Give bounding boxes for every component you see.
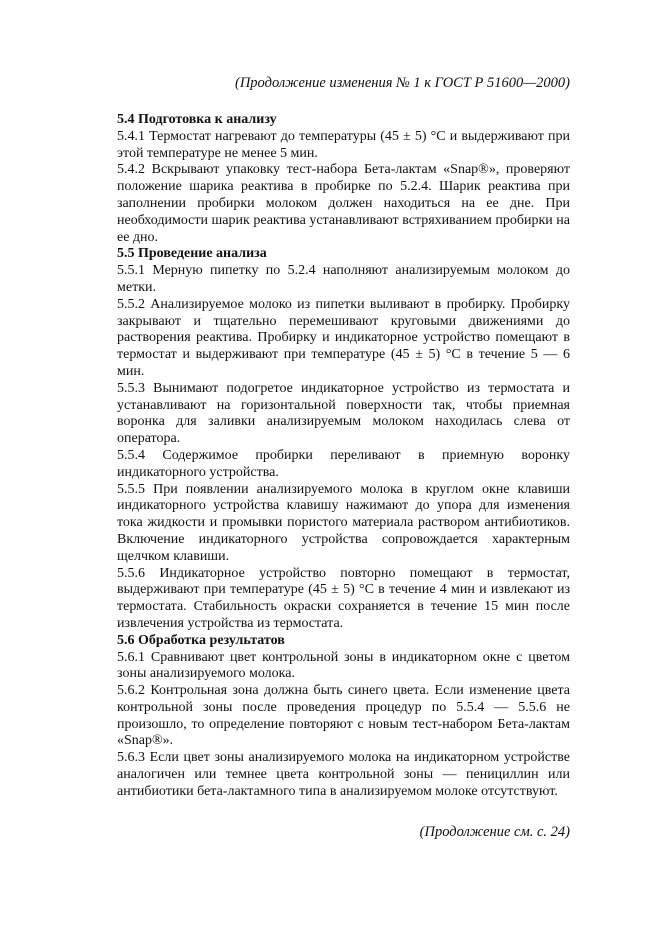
section-heading: 5.5 Проведение анализа — [117, 246, 267, 262]
paragraph-5-5-5: 5.5.5 При появлении анализируемого молока в круглом окне клавиши индикаторного устройства клавишу нажимают до упора для изменения тока жидкости и промывки пористого материала раствором антибиотиков. Включение индикаторного устройства сопровождается характерным щелчком клавиши. — [117, 481, 570, 564]
section-5-4 — [117, 112, 570, 246]
paragraph-5-5-2: 5.5.2 Анализируемое молоко из пипетки выливают в пробирку. Пробирку закрывают и тщательно перемешивают круговыми движениями до растворения реактива. Пробирку и индикаторное устройство помещают в термостат и выдерживают при температуре (45 ± 5) °С в течение 5 — 6 мин. — [117, 296, 570, 379]
section-5-6 — [117, 633, 570, 801]
section-5-5 — [117, 246, 570, 632]
paragraph-5-4-1: 5.4.1 Термостат нагревают до температуры (45 ± 5) °С и выдерживают при этой температуре не менее 5 мин. — [117, 128, 570, 161]
section-heading: 5.4 Подготовка к анализу — [117, 112, 277, 127]
paragraph-5-6-3: 5.6.3 Если цвет зоны анализируемого молока на индикаторном устройстве аналогичен или темнее цвета контрольной зоны — пенициллин или антибиотики бета-лактамного типа в анализируемом молоке отсутствуют. — [117, 750, 570, 799]
section-heading: 5.6 Обработка результатов — [117, 632, 285, 648]
document-page — [117, 74, 570, 841]
paragraph-5-4-2: 5.4.2 Вскрывают упаковку тест-набора Бета-лактам «Snap®», проверяют положение шарика реактива в пробирке по 5.2.4. Шарик реактива при заполнении пробирки молоком должен находиться на ее дне. При необходимости шарик реактива устанавливают встряхиванием пробирки на ее дно. — [117, 162, 570, 245]
paragraph-5-5-3: 5.5.3 Вынимают подогретое индикаторное устройство из термостата и устанавливают на горизонтальной поверхности так, чтобы приемная воронка для заливки анализируемым молоком находилась слева от оператора. — [117, 380, 570, 447]
paragraph-5-6-1: 5.6.1 Сравнивают цвет контрольной зоны в индикаторном окне с цветом зоны анализируемого молока. — [117, 649, 570, 682]
paragraph-5-5-1: 5.5.1 Мерную пипетку по 5.2.4 наполняют анализируемым молоком до метки. — [117, 263, 570, 295]
paragraph-5-5-6: 5.5.6 Индикаторное устройство повторно помещают в термостат, выдерживают при температуре (45 ± 5) °С в течение 4 мин и извлекают из термостата. Стабильность окраски сохраняется в течение 15 мин после извлечения устройства из термостата. — [117, 565, 570, 631]
paragraph-5-6-2: 5.6.2 Контрольная зона должна быть синего цвета. Если изменение цвета контрольной зоны после проведения процедур по 5.5.4 — 5.5.6 не произошло, то определение повторяют с новым тест-набором Бета-лактам «Snap®». — [117, 683, 570, 749]
continuation-footer: (Продолжение см. с. 24) — [419, 823, 570, 840]
continuation-header: (Продолжение изменения № 1 к ГОСТ Р 51600—2000) — [235, 75, 570, 91]
paragraph-5-5-4: 5.5.4 Содержимое пробирки переливают в приемную воронку индикаторного устройства. — [117, 447, 570, 480]
